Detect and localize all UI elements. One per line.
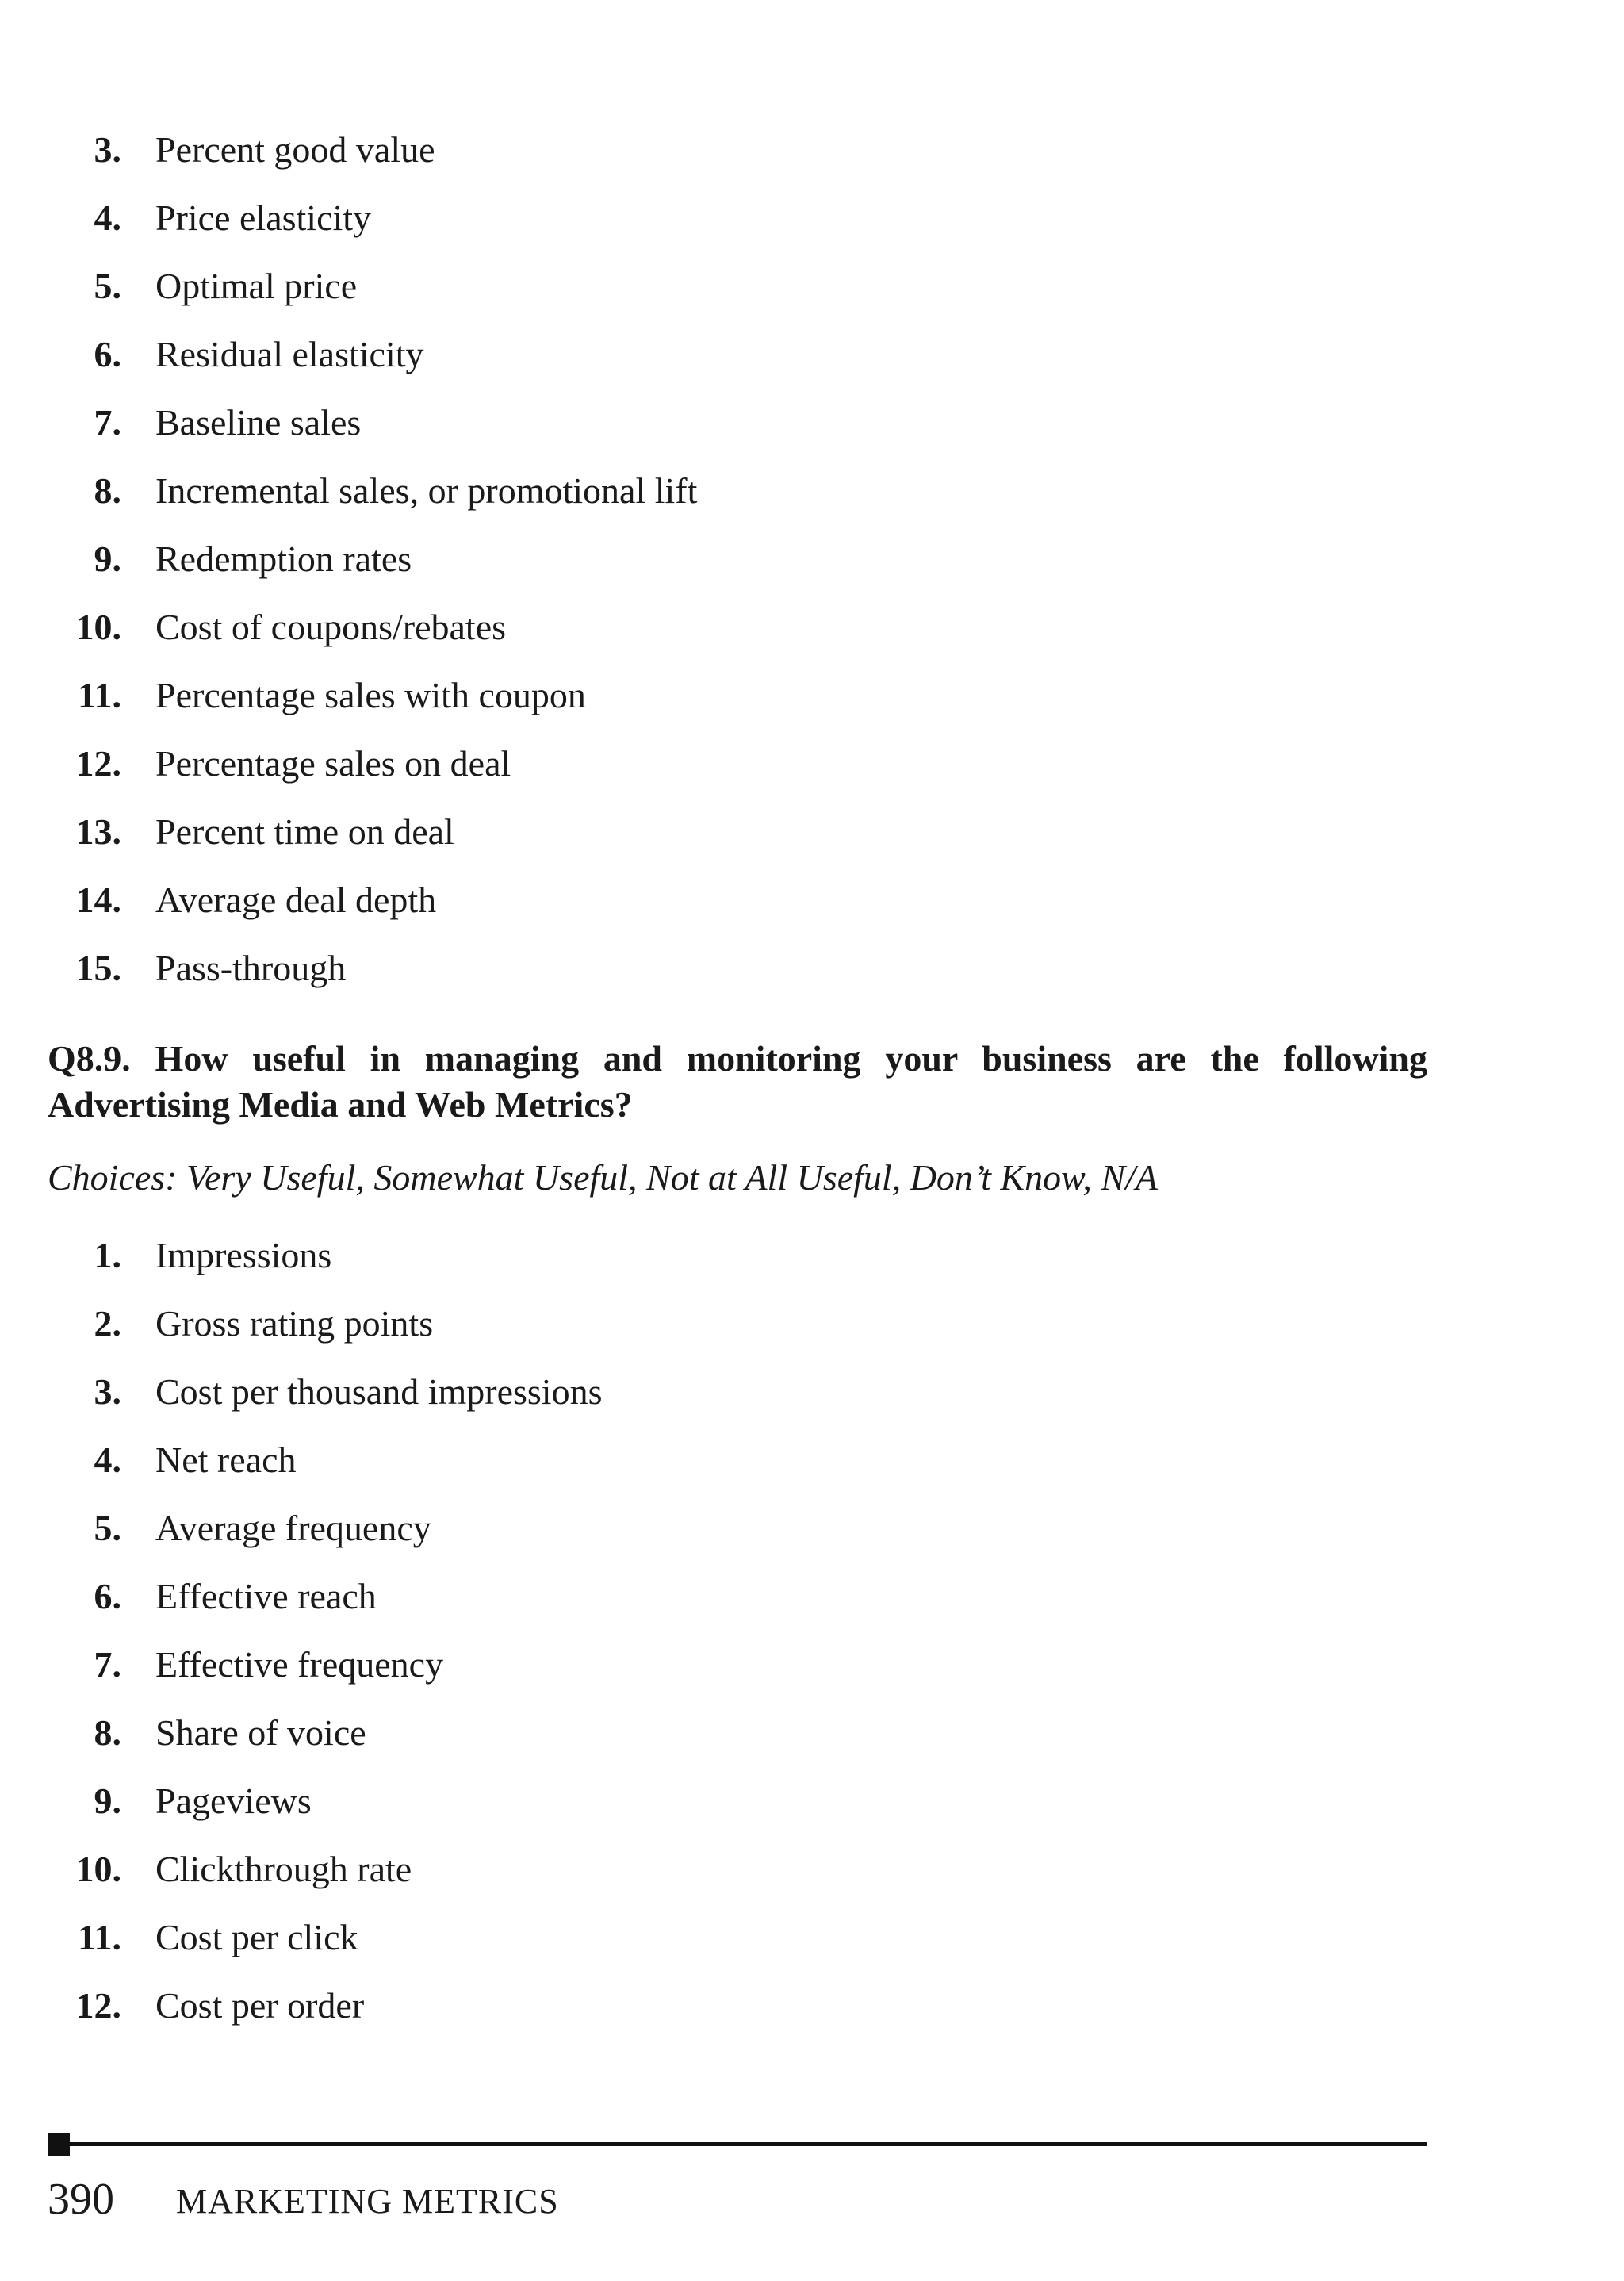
item-number: 3. — [94, 129, 121, 170]
item-label: Percent time on deal — [155, 811, 454, 852]
item-number: 2. — [94, 1303, 121, 1344]
item-number: 10. — [75, 607, 121, 647]
item-label: Pageviews — [155, 1781, 312, 1821]
item-number: 9. — [94, 1781, 121, 1821]
item-label: Average deal depth — [155, 880, 437, 920]
item-label: Price elasticity — [155, 197, 372, 238]
question-heading: Q8.9. How useful in managing and monitoring your business are the following Advertising Media and Web Metrics? — [48, 1038, 1427, 1125]
item-label: Percentage sales on deal — [155, 743, 511, 784]
answer-choices: Choices: Very Useful, Somewhat Useful, Not at All Useful, Don’t Know, N/A — [48, 1157, 1158, 1198]
item-label: Optimal price — [155, 266, 358, 306]
running-head: MARKETING METRICS — [176, 2182, 559, 2221]
item-label: Pass-through — [155, 948, 347, 988]
item-number: 7. — [94, 1644, 121, 1685]
item-number: 3. — [94, 1371, 121, 1412]
item-label: Cost of coupons/rebates — [155, 607, 507, 647]
item-label: Effective reach — [155, 1576, 377, 1616]
item-number: 5. — [94, 1508, 121, 1548]
item-number: 6. — [94, 1576, 121, 1616]
item-number: 4. — [94, 197, 121, 238]
item-number: 1. — [94, 1235, 121, 1275]
item-label: Baseline sales — [155, 402, 362, 443]
item-number: 7. — [94, 402, 121, 443]
footer-rule — [48, 2142, 1427, 2146]
item-number: 8. — [94, 470, 121, 511]
item-number: 4. — [94, 1440, 121, 1480]
item-number: 10. — [75, 1849, 121, 1889]
item-label: Percent good value — [155, 129, 435, 170]
item-number: 15. — [75, 948, 121, 988]
item-label: Cost per thousand impressions — [155, 1371, 603, 1412]
item-number: 8. — [94, 1712, 121, 1753]
item-label: Percentage sales with coupon — [155, 675, 586, 715]
item-label: Incremental sales, or promotional lift — [155, 470, 698, 511]
item-label: Cost per order — [155, 1985, 365, 2026]
item-label: Effective frequency — [155, 1644, 444, 1685]
item-number: 11. — [78, 675, 121, 715]
item-label: Share of voice — [155, 1712, 366, 1753]
item-number: 14. — [75, 880, 121, 920]
item-label: Residual elasticity — [155, 334, 424, 374]
item-number: 12. — [75, 1985, 121, 2026]
item-number: 6. — [94, 334, 121, 374]
item-label: Net reach — [155, 1440, 297, 1480]
page-number: 390 — [48, 2175, 114, 2224]
item-label: Impressions — [155, 1235, 332, 1275]
item-number: 5. — [94, 266, 121, 306]
item-label: Cost per click — [155, 1917, 358, 1957]
item-number: 13. — [75, 811, 121, 852]
item-label: Redemption rates — [155, 539, 412, 579]
item-number: 9. — [94, 539, 121, 579]
item-number: 11. — [78, 1917, 121, 1957]
item-label: Average frequency — [155, 1508, 431, 1548]
item-label: Gross rating points — [155, 1303, 434, 1344]
item-number: 12. — [75, 743, 121, 784]
item-label: Clickthrough rate — [155, 1849, 412, 1889]
